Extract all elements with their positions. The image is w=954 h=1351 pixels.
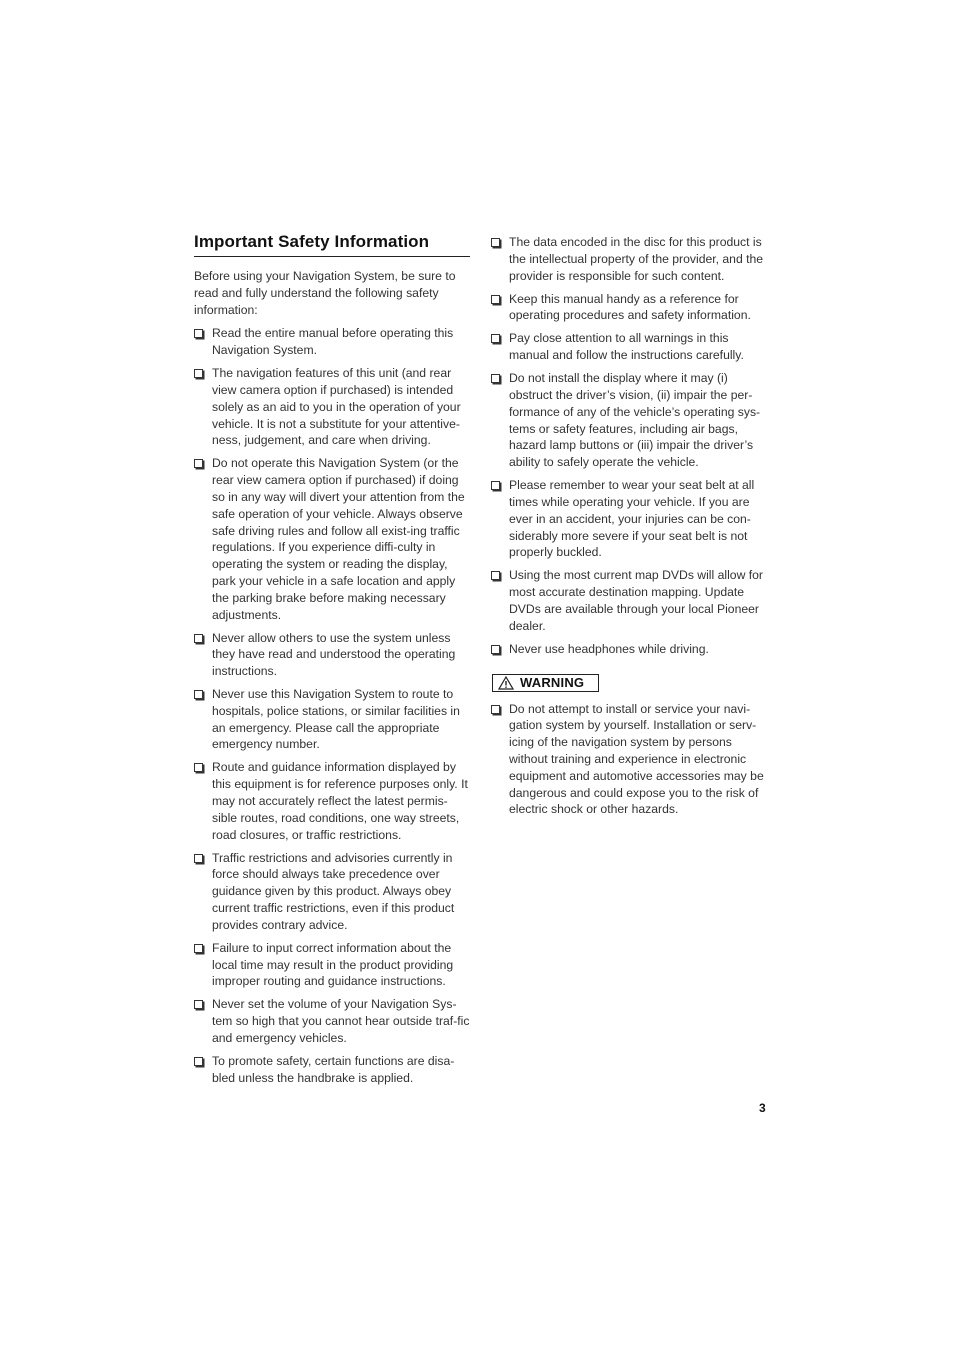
list-item: [491, 477, 769, 561]
checkbox-bullet-icon: [491, 238, 500, 247]
checkbox-bullet-icon: [491, 374, 500, 383]
list-item: [491, 701, 769, 819]
list-item-text: The data encoded in the disc for this product is the intellectual property of the provider, and the provider is responsible for such content.: [509, 235, 764, 283]
list-item: [194, 759, 470, 843]
list-item-text: The navigation features of this unit (and rear view camera option if purchased) is intended solely as an aid to you in the operation of your vehicle. It is not a substitute for your attentive-ness, judgement, and care when driving.: [212, 366, 461, 448]
checkbox-bullet-icon: [491, 571, 500, 580]
list-item: [194, 686, 470, 753]
list-item: [194, 850, 470, 934]
list-item-text: Failure to input correct information about the local time may result in the product providing improper routing and guidance instructions.: [212, 940, 454, 989]
list-item: [491, 234, 769, 284]
list-item: [194, 325, 470, 359]
checkbox-bullet-icon: [194, 854, 203, 863]
list-item: [194, 940, 470, 990]
page-number: 3: [759, 1101, 766, 1115]
list-item-text: Never allow others to use the system unless they have read and understood the operating instructions.: [212, 630, 456, 679]
checkbox-bullet-icon: [194, 1057, 203, 1066]
list-item: [491, 330, 769, 364]
list-item-text: Route and guidance information displayed by this equipment is for reference purposes only. It may not accurately reflect the latest permis-sible routes, road conditions, one way streets, road closures, or traffic restrictions.: [212, 760, 468, 842]
list-item-text: Never use this Navigation System to route to hospitals, police stations, or similar facilities in an emergency. Please call the appropriate emergency number.: [212, 687, 460, 752]
list-item: [194, 996, 470, 1046]
checkbox-bullet-icon: [491, 705, 500, 714]
checkbox-bullet-icon: [194, 944, 203, 953]
list-item-text: Pay close attention to all warnings in this manual and follow the instructions carefully.: [509, 331, 744, 363]
right-column: [491, 234, 769, 824]
left-column: [194, 232, 470, 1093]
page-title: Important Safety Information: [194, 232, 470, 257]
warning-badge: [492, 674, 599, 692]
list-item-text: To promote safety, certain functions are disa-bled unless the handbrake is applied.: [212, 1053, 455, 1085]
list-item: [194, 630, 470, 680]
right-bullet-list: [491, 234, 769, 657]
list-item-text: Do not operate this Navigation System (or the rear view camera option if purchased) if doing so in any way will divert your attention from the safe operation of your vehicle. Always observe safe driving rules and follow all exist-ing traffic regulations. If you experience diffi-culty in operating the system or reading the display, park your vehicle in a safe location and apply the parking brake before making necessary adjustments.: [212, 456, 465, 622]
list-item: [491, 567, 769, 634]
list-item-text: Never use headphones while driving.: [509, 641, 709, 656]
checkbox-bullet-icon: [194, 690, 203, 699]
list-item-text: Using the most current map DVDs will allow for most accurate destination mapping. Update DVDs are available through your local Pioneer dealer.: [509, 568, 763, 633]
warning-triangle-icon: [498, 676, 514, 690]
checkbox-bullet-icon: [194, 459, 203, 468]
list-item-text: Do not attempt to install or service your navi-gation system by yourself. Installation or serv-icing of the navigation system by persons without training and experience in electronic equipment and automotive accessories may be dangerous and could expose you to the risk of electric shock or other hazards.: [509, 701, 764, 817]
list-item: [491, 641, 769, 658]
list-item-text: Please remember to wear your seat belt at all times while operating your vehicle. If you are ever in an accident, your injuries can be con-siderably more severe if your seat belt is not properly buckled.: [509, 478, 755, 560]
checkbox-bullet-icon: [491, 334, 500, 343]
checkbox-bullet-icon: [194, 1000, 203, 1009]
checkbox-bullet-icon: [194, 329, 203, 338]
list-item-text: Read the entire manual before operating this Navigation System.: [212, 326, 454, 358]
list-item-text: Never set the volume of your Navigation Sys-tem so high that you cannot hear outside traf-fic and emergency vehicles.: [212, 997, 470, 1045]
list-item: [194, 1053, 470, 1087]
checkbox-bullet-icon: [194, 369, 203, 378]
checkbox-bullet-icon: [491, 295, 500, 304]
list-item-text: Do not install the display where it may (i) obstruct the driver’s vision, (ii) impair the per-formance of any of the vehicle’s operating sys-tems or safety features, including air bags, hazard lamp buttons or (iii) impair the driver’s ability to safely operate the vehicle.: [509, 371, 761, 470]
list-item: [491, 291, 769, 325]
warning-bullet-list: [491, 701, 769, 819]
list-item-text: Traffic restrictions and advisories currently in force should always take precedence over guidance given by this product. Always obey current traffic restrictions, even if this product provides contrary advice.: [212, 850, 455, 932]
list-item-text: Keep this manual handy as a reference for operating procedures and safety information.: [509, 291, 751, 323]
checkbox-bullet-icon: [194, 634, 203, 643]
list-item: [194, 365, 470, 449]
left-bullet-list: [194, 325, 470, 1086]
warning-label: WARNING: [520, 675, 585, 691]
checkbox-bullet-icon: [491, 481, 500, 490]
checkbox-bullet-icon: [194, 763, 203, 772]
list-item: [194, 455, 470, 623]
checkbox-bullet-icon: [491, 645, 500, 654]
intro-paragraph: Before using your Navigation System, be sure to read and fully understand the following safety information:: [194, 269, 456, 317]
list-item: [491, 370, 769, 471]
